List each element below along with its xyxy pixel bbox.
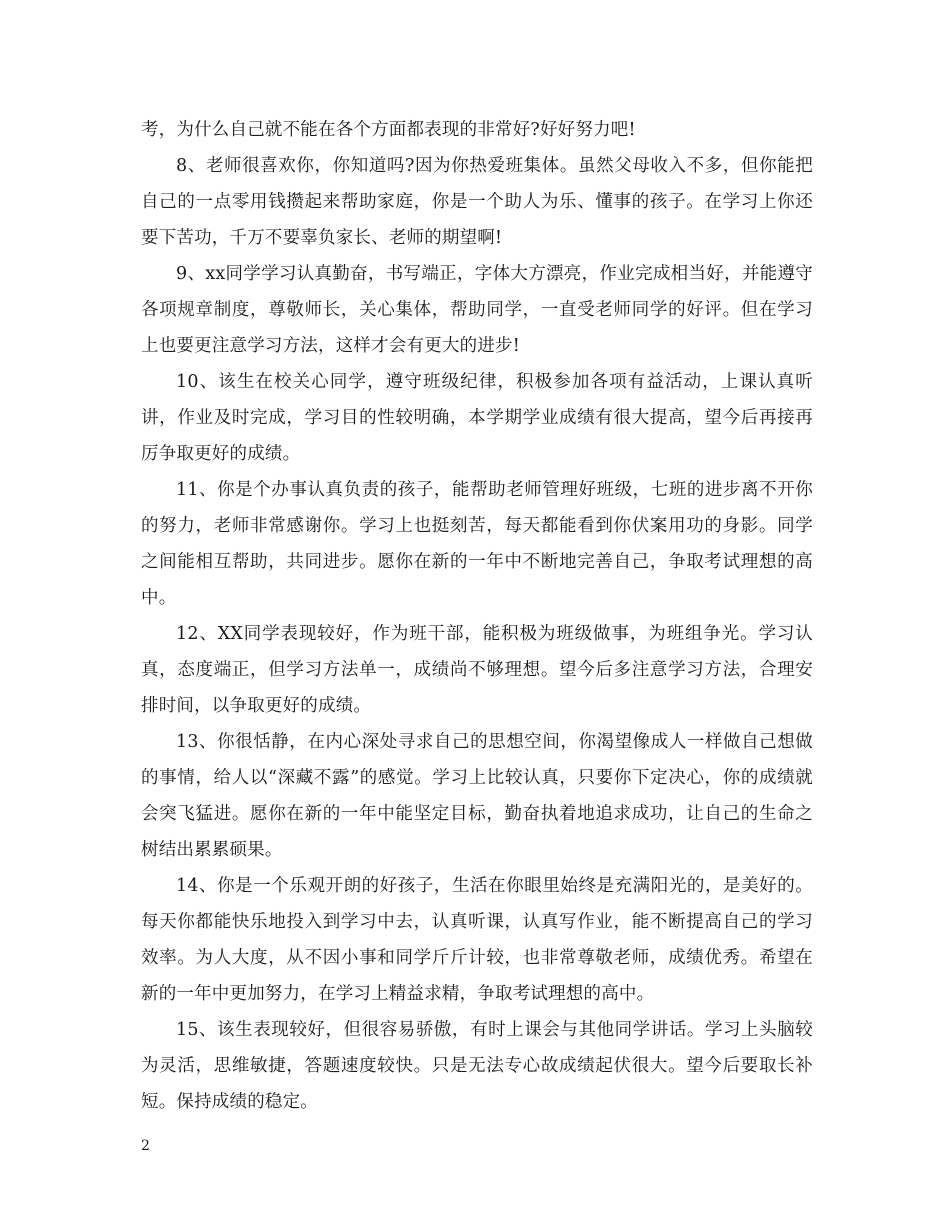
paragraph-comment-9: 9、xx同学学习认真勤奋，书写端正，字体大方漂亮，作业完成相当好，并能遵守各项规章制度，尊敬师长，关心集体，帮助同学，一直受老师同学的好评。但在学习上也要更注意学习方法，这样才会有更大的进步!: [141, 264, 813, 356]
document-body: [141, 112, 813, 1120]
paragraph-comment-11: 11、你是个办事认真负责的孩子，能帮助老师管理好班级，七班的进步离不开你的努力，老师非常感谢你。学习上也挺刻苦，每天都能看到你伏案用功的身影。同学之间能相互帮助，共同进步。愿你在新的一年中不断地完善自己，争取考试理想的高中。: [141, 480, 813, 608]
paragraph-comment-12: 12、XX同学表现较好，作为班干部，能积极为班级做事，为班组争光。学习认真，态度端正，但学习方法单一，成绩尚不够理想。望今后多注意学习方法，合理安排时间，以争取更好的成绩。: [141, 624, 813, 716]
paragraph-comment-10: 10、该生在校关心同学，遵守班级纪律，积极参加各项有益活动，上课认真听讲，作业及时完成，学习目的性较明确，本学期学业成绩有很大提高，望今后再接再厉争取更好的成绩。: [141, 372, 813, 464]
paragraph-comment-13: 13、你很恬静，在内心深处寻求自己的思想空间，你渴望像成人一样做自己想做的事情，给人以“深藏不露”的感觉。学习上比较认真，只要你下定决心，你的成绩就会突飞猛进。愿你在新的一年中能坚定目标，勤奋执着地追求成功，让自己的生命之树结出累累硕果。: [141, 732, 813, 860]
paragraph-comment-14: 14、你是一个乐观开朗的好孩子，生活在你眼里始终是充满阳光的，是美好的。每天你都能快乐地投入到学习中去，认真听课，认真写作业，能不断提高自己的学习效率。为人大度，从不因小事和同学斤斤计较，也非常尊敬老师，成绩优秀。希望在新的一年中更加努力，在学习上精益求精，争取考试理想的高中。: [141, 876, 813, 1004]
paragraph-continuation: 考，为什么自己就不能在各个方面都表现的非常好?好好努力吧!: [141, 120, 636, 140]
page-number: 2: [141, 1138, 150, 1154]
paragraph-comment-15: 15、该生表现较好，但很容易骄傲，有时上课会与其他同学讲话。学习上头脑较为灵活，思维敏捷，答题速度较快。只是无法专心故成绩起伏很大。望今后要取长补短。保持成绩的稳定。: [141, 1020, 813, 1112]
paragraph-comment-8: 8、老师很喜欢你，你知道吗?因为你热爱班集体。虽然父母收入不多，但你能把自己的一点零用钱攒起来帮助家庭，你是一个助人为乐、懂事的孩子。在学习上你还要下苦功，千万不要辜负家长、老师的期望啊!: [141, 156, 813, 248]
